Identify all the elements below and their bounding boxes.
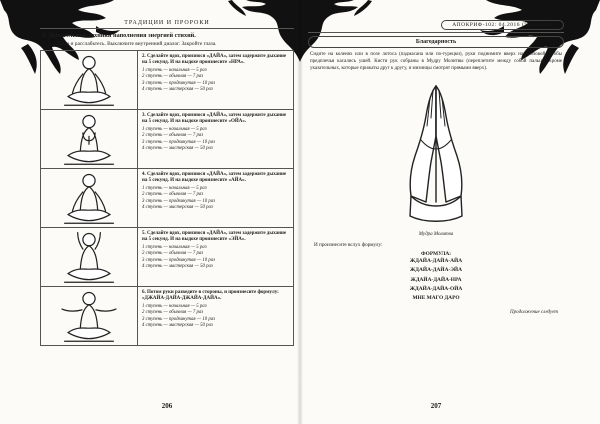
meditation-pose-icon xyxy=(52,112,126,166)
left-page-number: 206 xyxy=(161,402,173,410)
exercise-description: 6. Потом руки разведите в стороны, и произнесите формулу: «ДЖАЙА-ДАЙА-ДЖАЙА-ДАЙА». xyxy=(142,289,279,301)
exercise-description: 5. Сделайте вдох, произнося «ДАЙА», затем задержите дыхание на 5 секунд. И на выдохе произнесите «ЭЙА». xyxy=(142,230,287,242)
step-line: 2 ступень — обычная — 7 раз xyxy=(142,310,204,316)
step-line: 3 ступень — продвинутая — 10 раз xyxy=(142,198,215,204)
exercise-description: 2. Сделайте вдох, произнося «ДАЙА», затем задержите дыхание на 5 секунд. И на выдохе произнесите «НРА». xyxy=(142,53,287,65)
step-line: 3 ступень — продвинутая — 10 раз xyxy=(142,257,215,263)
mudra-illustration xyxy=(308,76,564,237)
pose-illustration xyxy=(41,51,138,109)
gratitude-title-box: Благодарность xyxy=(308,36,564,48)
right-running-head: АПОКРИФ-102: 04.2016 (°F5.2 e.n.) xyxy=(441,20,564,30)
formula-line: ЖДАЙА-ДАЙА-НРА xyxy=(410,276,462,283)
meditation-pose-icon xyxy=(52,171,126,225)
pose-illustration xyxy=(41,287,138,345)
praying-hands-icon xyxy=(381,76,491,226)
step-line: 2 ступень — обычная — 7 раз xyxy=(142,251,204,257)
table-row xyxy=(41,227,293,286)
mudra-caption: Мудра Молитва xyxy=(418,232,454,238)
section-heading: 8. Дыхательные техники наполнения энергией стихий. xyxy=(42,32,196,39)
exercise-description: 4. Сделайте вдох, произнося «ДАЙА», затем задержите дыхание на 5 секунд. И на выдохе произнесите «АЙА». xyxy=(142,171,287,183)
exercise-text-cell xyxy=(138,169,293,227)
formula-instruction: И произнесите вслух формулу: xyxy=(314,242,383,249)
step-line: 4 ступень — мастерская — 50 раз xyxy=(142,87,213,93)
page-gutter xyxy=(297,0,303,424)
step-line: 1 ступень — начальная — 5 раз xyxy=(142,186,207,191)
exercise-text-cell xyxy=(138,110,293,168)
step-line: 1 ступень — начальная — 5 раз xyxy=(142,304,207,309)
exercise-text-cell xyxy=(138,287,293,345)
left-header-rule xyxy=(40,28,294,29)
step-line: 3 ступень — продвинутая — 10 раз xyxy=(142,139,215,145)
continuation-note: Продолжение следует xyxy=(510,310,558,316)
formula-label: ФОРМУЛА: xyxy=(420,251,452,258)
instruction-paragraph: Сидите на коленях или в позе лотоса (падмасана или по-турецки), руки поднимите вверх над головой, чтобы предплечья касались ушей. Кисти рук собраны в Мудру Молитвы (переплетите между собой пальцы, кроме указательных, которые прижаты друг к другу, и мизинцы смотрят прямыми вверх). xyxy=(310,52,562,71)
step-line: 4 ступень — мастерская — 50 раз xyxy=(142,146,213,152)
right-header-rule xyxy=(308,32,564,33)
step-line: 4 ступень — мастерская — 50 раз xyxy=(142,323,213,329)
pose-illustration xyxy=(41,169,138,227)
meditation-pose-icon xyxy=(52,230,126,284)
pose-illustration xyxy=(41,228,138,286)
step-line: 1 ступень — начальная — 5 раз xyxy=(142,245,207,250)
right-page-number: 207 xyxy=(430,402,442,410)
formula-line: МНЕ МАГО ДАРО xyxy=(412,295,460,301)
left-page xyxy=(40,20,294,412)
formula-line: ЖДАЙА-ДАЙА-ОЙА xyxy=(409,285,463,292)
formula-line: ЖДАЙА-ДАЙА-ЭЙА xyxy=(409,267,463,274)
exercise-table xyxy=(40,50,294,346)
step-line: 4 ступень — мастерская — 50 раз xyxy=(142,264,213,270)
table-row xyxy=(41,109,293,168)
step-line: 3 ступень — продвинутая — 10 раз xyxy=(142,80,215,86)
step-line: 2 ступень — обычная — 7 раз xyxy=(142,74,204,80)
pose-illustration xyxy=(41,110,138,168)
left-running-head: ТРАДИЦИИ И ПРОРОКИ xyxy=(124,20,210,26)
exercise-text-cell xyxy=(138,51,293,109)
step-line: 1 ступень — начальная — 5 раз xyxy=(142,68,207,73)
meditation-pose-icon xyxy=(52,53,126,107)
step-line: 3 ступень — продвинутая — 10 раз xyxy=(142,316,215,322)
table-row xyxy=(41,51,293,109)
meditation-pose-icon xyxy=(52,289,126,343)
right-page xyxy=(308,20,564,412)
exercise-description: 3. Сделайте вдох, произнося «ДАЙА», затем задержите дыхание на 5 секунд. И на выдохе произнесите «ОЙА». xyxy=(142,112,287,124)
step-line: 1 ступень — начальная — 5 раз xyxy=(142,127,207,132)
step-line: 2 ступень — обычная — 7 раз xyxy=(142,192,204,198)
table-row xyxy=(41,168,293,227)
intro-line: 1. Сядьте и расслабьтесь. Выключите внутренний диалог. Закройте глаза. xyxy=(48,41,217,47)
step-line: 4 ступень — мастерская — 50 раз xyxy=(142,205,213,211)
step-line: 2 ступень — обычная — 7 раз xyxy=(142,133,204,139)
table-row xyxy=(41,286,293,345)
exercise-text-cell xyxy=(138,228,293,286)
formula-line: ЖДАЙА-ДАЙА-АЙА xyxy=(409,258,463,265)
